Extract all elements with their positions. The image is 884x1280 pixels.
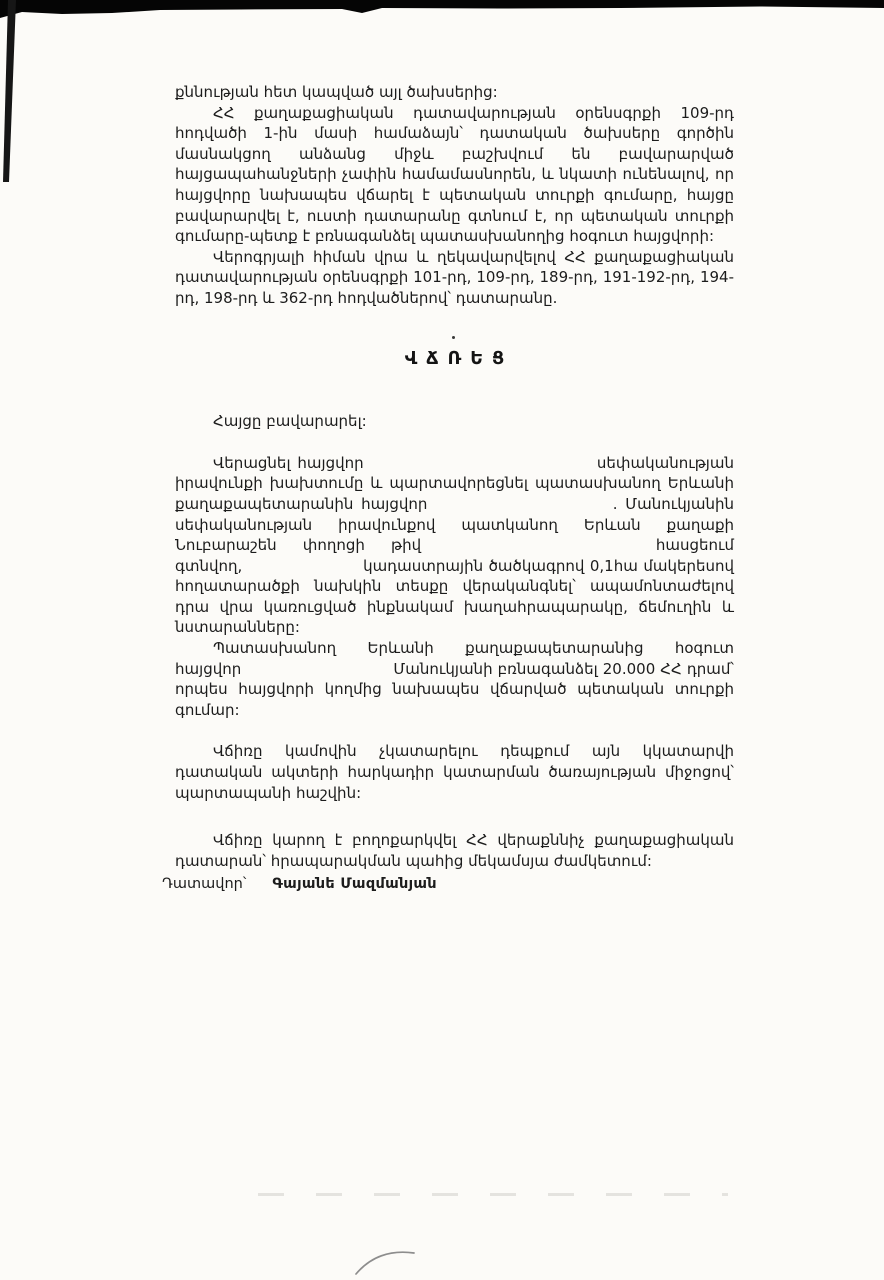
judge-label: Դատավոր՝ (162, 876, 247, 892)
paragraph-law-basis: ՀՀ քաղաքացիական դատավարության օրենսգրքի 109-րդ հոդվածի 1-ին մասի համաձայն՝ դատական ծախսերը գործին մասնակցող անձանց միջև բաշխվում են բավարարված հայցապահանջների չափին համամասնորեն, և նկատի ունենալով, որ հայցվորը նախապես վճարել է պետական տուրքի գումարը, հայցը բավարարվել է, ուստի դատարանը գտնում է, որ պետական տուրքի գումարը-պետք է բռնագանձել պատասխանողից հօգուտ հայցվորի: (175, 103, 734, 246)
judge-name: Գայանե Մազմանյան (272, 876, 437, 892)
paragraph-levy-state-duty: Պատասխանող Երևանի քաղաքապետարանից հօգուտ հայցվոր Մանուկյանի բռնագանձել 20.000 ՀՀ դրամ՝ որպես հայցվորի կողմից նախապես վճարված պետական տուրքի գումար: (175, 639, 734, 719)
verdict-heading: ՎՃՌԵՑ (404, 348, 514, 369)
paragraph-appeal: Վճիռը կարող է բողոքարկվել ՀՀ վերաքննիչ քաղաքացիական դատարան՝ հրապարակման պահից մեկամսյա ժամկետում: (175, 831, 734, 870)
paragraph-guided-by: Վերոգրյալի հիման վրա և ղեկավարվելով ՀՀ քաղաքացիական դատավարության օրենսգրքի 101-րդ, 109-րդ, 189-րդ, 191-192-րդ, 194-րդ, 198-րդ և 362-րդ հոդվածներով՝ դատարանը. (175, 247, 734, 307)
paragraph-restore-land: Վերացնել հայցվոր սեփականության իրավունքի խախտումը և պարտավորեցնել պատասխանող Երևանի քաղաքապետարանին հայցվոր . Մանուկյանին սեփականության իրավունքով պատկանող Երևան քաղաքի Նուբարաշեն փողոցի թիվ հասցեում գտնվող, կադաստրային ծածկագրով 0,1հա մակերեսով հողատարածքի նախկին տեսքը վերականգնել՝ ապամոնտաժելով դրա վրա կառուցված ինքնակամ խաղահրապարակը, ճեմուղին և նստարանները: (175, 453, 734, 637)
paragraph-enforcement: Վճիռը կամովին չկատարելու դեպքում այն կկատարվի դատական ակտերի հարկադիր կատարման ծառայության միջոցով՝ պարտապանի հաշվին: (175, 742, 734, 802)
paragraph-satisfy-claim: Հայցը բավարարել: (213, 412, 367, 431)
paragraph-costs-intro: քննության հետ կապված այլ ծախսերից: (175, 83, 498, 101)
